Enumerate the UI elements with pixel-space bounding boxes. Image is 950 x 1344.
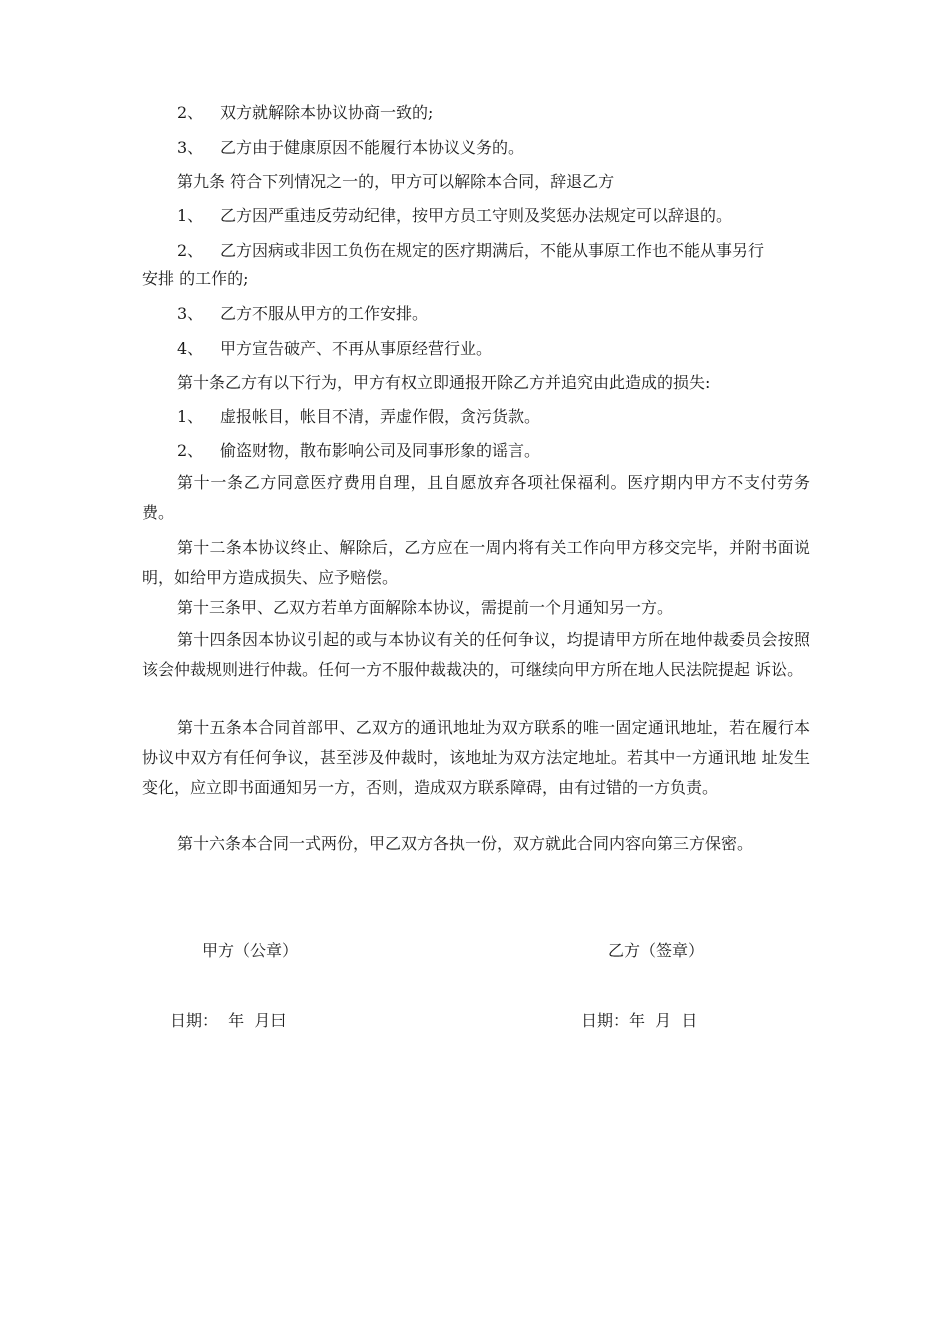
- item-number: 2、: [177, 241, 204, 260]
- party-b-date: 日期：年 月 日: [581, 1011, 698, 1030]
- item-number: 1、: [177, 206, 204, 225]
- clause-item: [177, 241, 764, 261]
- item-text: 乙方不服从甲方的工作安排。: [220, 304, 429, 323]
- article-13: 第十三条甲、乙双方若单方面解除本协议，需提前一个月通知另一方。: [177, 598, 674, 617]
- party-b-seal-label: 乙方（签章）: [608, 941, 705, 960]
- article-10-heading: 第十条乙方有以下行为，甲方有权立即通报开除乙方并追究由此造成的损失:: [177, 373, 711, 392]
- clause-item: [177, 138, 524, 158]
- item-text: 偷盗财物，散布影响公司及同事形象的谣言。: [220, 441, 541, 460]
- item-number: 4、: [177, 339, 204, 358]
- item-number: 3、: [177, 138, 204, 157]
- item-text: 乙方由于健康原因不能履行本协议义务的。: [220, 138, 525, 157]
- party-a-date: 日期： 年 月曰: [170, 1011, 287, 1030]
- party-a-seal-label: 甲方（公章）: [202, 941, 299, 960]
- item-text: 乙方因严重违反劳动纪律，按甲方员工守则及奖惩办法规定可以辞退的。: [220, 206, 733, 225]
- item-text: 甲方宣告破产、不再从事原经营行业。: [220, 339, 493, 358]
- item-text: 乙方因病或非因工负伤在规定的医疗期满后，不能从事原工作也不能从事另行: [220, 241, 765, 260]
- clause-item: [177, 339, 492, 359]
- item-number: 3、: [177, 304, 204, 323]
- article-14: 第十四条因本协议引起的或与本协议有关的任何争议，均提请甲方所在地仲裁委员会按照该会仲裁规则进行仲裁。任何一方不服仲裁裁决的，可继续向甲方所在地人民法院提起 诉讼。: [142, 630, 810, 679]
- item-number: 1、: [177, 407, 204, 426]
- item-number: 2、: [177, 103, 204, 122]
- clause-item: [177, 304, 428, 324]
- clause-item-continuation: 安排 的工作的;: [142, 269, 249, 288]
- article-16: 第十六条本合同一式两份，甲乙双方各执一份，双方就此合同内容向第三方保密。: [177, 834, 754, 853]
- item-text: 虚报帐目，帐目不清，弄虚作假，贪污货款。: [220, 407, 541, 426]
- clause-item: [177, 407, 540, 427]
- clause-item: [177, 441, 540, 461]
- article-15: 第十五条本合同首部甲、乙双方的通讯地址为双方联系的唯一固定通讯地址，若在履行本协议中双方有任何争议，甚至涉及仲裁时，该地址为双方法定地址。若其中一方通讯地 址发生变化，应立即书面通知另一方，否则，造成双方联系障碍，由有过错的一方负责。: [142, 718, 810, 797]
- article-9-heading: 第九条 符合下列情况之一的，甲方可以解除本合同，辞退乙方: [177, 172, 615, 191]
- article-11: 第十一条乙方同意医疗费用自理，且自愿放弃各项社保福利。医疗期内甲方不支付劳务费。: [142, 473, 810, 522]
- clause-item: [177, 206, 732, 226]
- item-number: 2、: [177, 441, 204, 460]
- clause-item: [177, 103, 433, 123]
- article-12: 第十二条本协议终止、解除后，乙方应在一周内将有关工作向甲方移交完毕，并附书面说明，如给甲方造成损失、应予赔偿。: [142, 538, 810, 587]
- item-text: 双方就解除本协议协商一致的;: [220, 103, 434, 122]
